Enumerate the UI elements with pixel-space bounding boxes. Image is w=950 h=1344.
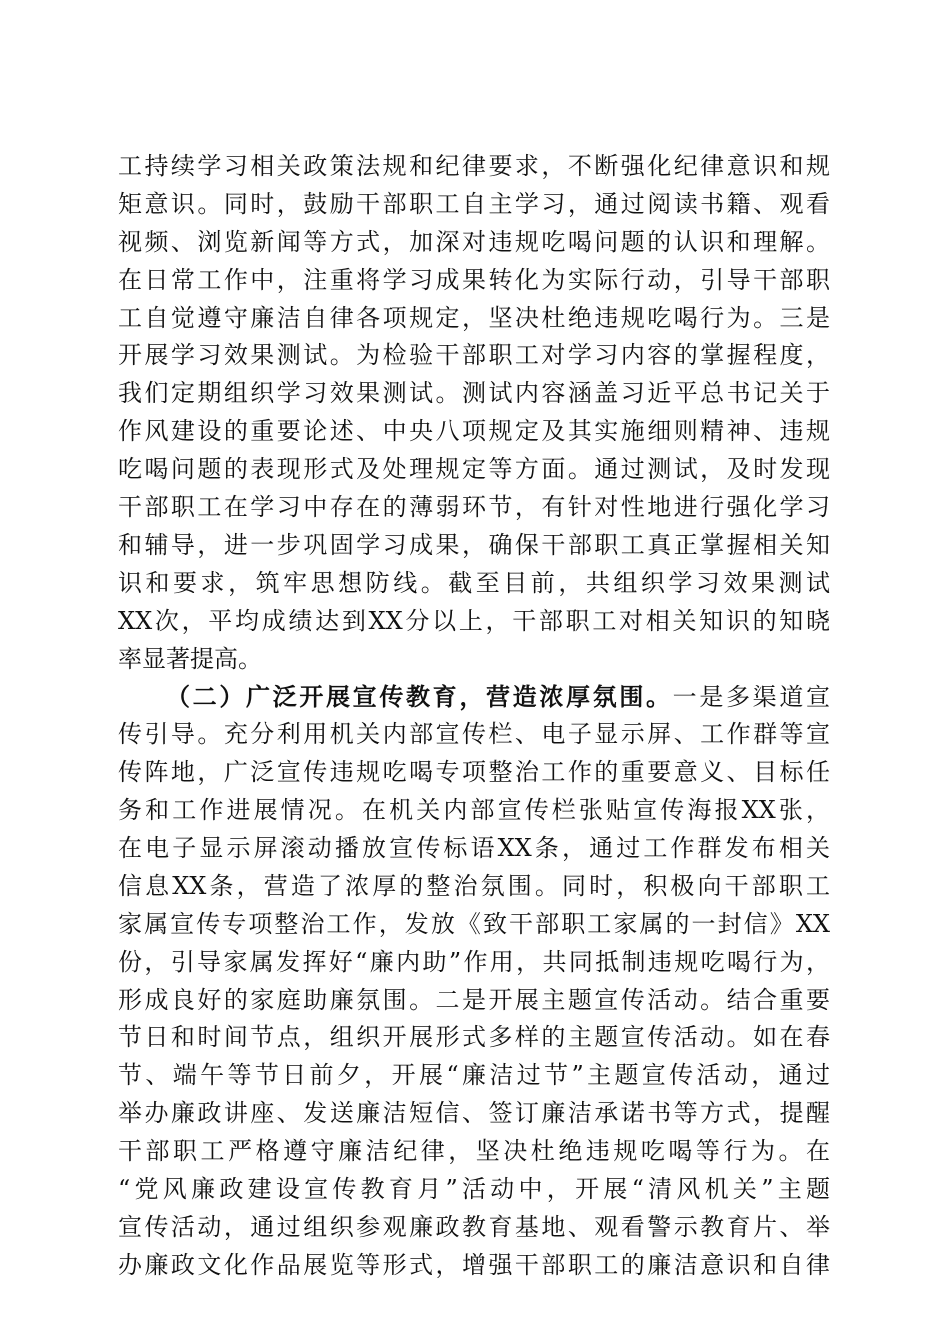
text-line: 务和工作进展情况。在机关内部宣传栏张贴宣传海报XX张， [118, 796, 830, 825]
text-line: 干部职工严格遵守廉洁纪律，坚决杜绝违规吃喝等行为。在 [118, 1137, 830, 1166]
document-body [118, 148, 830, 1285]
text-line: 工自觉遵守廉洁自律各项规定，坚决杜绝违规吃喝行为。三是 [118, 303, 830, 332]
text-line: 干部职工在学习中存在的薄弱环节，有针对性地进行强化学习 [118, 493, 830, 522]
text-line: 办廉政文化作品展览等形式，增强干部职工的廉洁意识和自律 [118, 1250, 830, 1279]
text-line: 工持续学习相关政策法规和纪律要求，不断强化纪律意识和规 [118, 152, 830, 180]
text-line: 视频、浏览新闻等方式，加深对违规吃喝问题的认识和理解。 [118, 227, 830, 256]
text-line: 家属宣传专项整治工作，发放《致干部职工家属的一封信》XX [118, 909, 830, 938]
text-line: 矩意识。同时，鼓励干部职工自主学习，通过阅读书籍、观看 [118, 189, 830, 218]
heading-line-rest: 一是多渠道宣 [672, 683, 831, 712]
section-heading: （二）广泛开展宣传教育，营造浓厚氛围。 [166, 682, 673, 712]
text-line: 传阵地，广泛宣传违规吃喝专项整治工作的重要意义、目标任 [118, 758, 830, 787]
text-line: 形成良好的家庭助廉氛围。二是开展主题宣传活动。结合重要 [118, 985, 830, 1014]
text-line: 率显著提高。 [118, 644, 262, 673]
text-line: 节日和时间节点，组织开展形式多样的主题宣传活动。如在春 [118, 1023, 830, 1052]
text-line: 信息XX条，营造了浓厚的整治氛围。同时，积极向干部职工 [118, 871, 830, 900]
text-line: 份，引导家属发挥好“廉内助”作用，共同抵制违规吃喝行为， [118, 947, 830, 976]
paragraph-2 [118, 678, 830, 1284]
text-line: 传引导。充分利用机关内部宣传栏、电子显示屏、工作群等宣 [118, 720, 830, 749]
paragraph-first-line [118, 678, 830, 716]
text-line: 开展学习效果测试。为检验干部职工对学习内容的掌握程度， [118, 341, 830, 370]
text-line: 识和要求，筑牢思想防线。截至目前，共组织学习效果测试 [118, 568, 830, 597]
text-line: 节、端午等节日前夕，开展“廉洁过节”主题宣传活动，通过 [118, 1061, 830, 1090]
text-line: 吃喝问题的表现形式及处理规定等方面。通过测试，及时发现 [118, 455, 830, 484]
paragraph-1 [118, 148, 830, 678]
text-line: “党风廉政建设宣传教育月”活动中，开展“清风机关”主题 [118, 1175, 830, 1204]
text-line: 作风建设的重要论述、中央八项规定及其实施细则精神、违规 [118, 417, 830, 446]
text-line: 在电子显示屏滚动播放宣传标语XX条，通过工作群发布相关 [118, 834, 830, 863]
text-line: 我们定期组织学习效果测试。测试内容涵盖习近平总书记关于 [118, 379, 830, 408]
text-line: 举办廉政讲座、发送廉洁短信、签订廉洁承诺书等方式，提醒 [118, 1099, 830, 1128]
text-line: 宣传活动，通过组织参观廉政教育基地、观看警示教育片、举 [118, 1212, 830, 1241]
text-line: 和辅导，进一步巩固学习成果，确保干部职工真正掌握相关知 [118, 530, 830, 559]
text-line: 在日常工作中，注重将学习成果转化为实际行动，引导干部职 [118, 265, 830, 294]
text-line: XX次，平均成绩达到XX分以上，干部职工对相关知识的知晓 [118, 606, 830, 635]
